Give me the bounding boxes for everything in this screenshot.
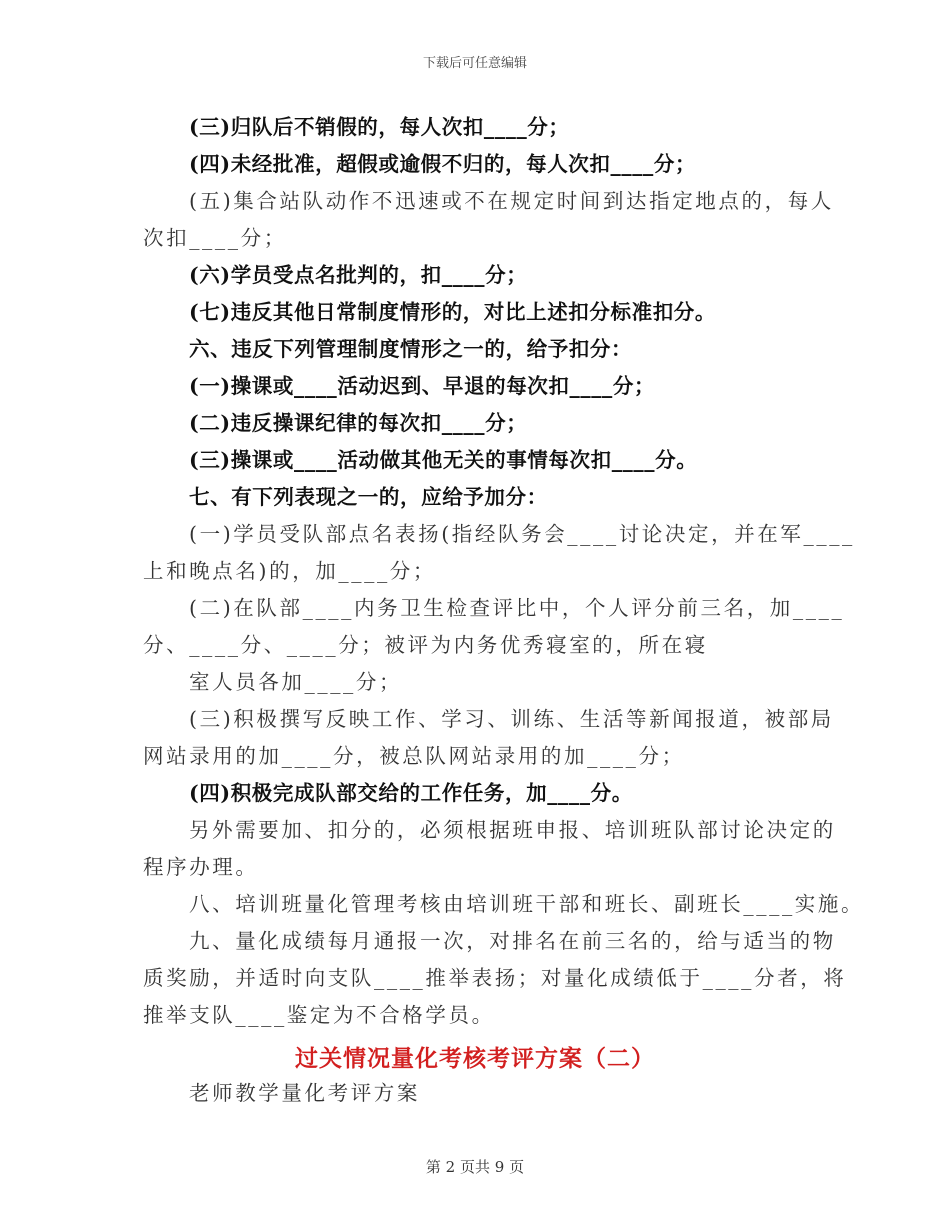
page-footer: 第 2 页共 9 页 xyxy=(425,1158,525,1176)
text-line: (三)操课或____活动做其他无关的事情每次扣____分。 xyxy=(189,448,698,472)
text-line: (三)归队后不销假的，每人次扣____分； xyxy=(189,115,570,139)
text-line: (四)积极完成队部交给的工作任务，加____分。 xyxy=(189,781,633,805)
text-line: (二)在队部____内务卫生检查评比中，个人评分前三名，加____ xyxy=(189,596,845,620)
text-line: 上和晚点名)的，加____分； xyxy=(143,559,436,583)
text-line: 分、____分、____分；被评为内务优秀寝室的，所在寝 xyxy=(143,633,708,657)
text-line: (二)违反操课纪律的每次扣____分； xyxy=(189,411,528,435)
text-line: 推举支队____鉴定为不合格学员。 xyxy=(143,1003,495,1027)
text-line: (四)未经批准，超假或逾假不归的，每人次扣____分； xyxy=(189,152,697,176)
text-line: 另外需要加、扣分的，必须根据班申报、培训班队部讨论决定的 xyxy=(189,818,836,842)
text-line: 次扣____分； xyxy=(143,226,287,250)
section-title: 过关情况量化考核考评方案（二） xyxy=(295,1045,655,1072)
text-line: (七)违反其他日常制度情形的，对比上述扣分标准扣分。 xyxy=(189,300,716,324)
text-line: 八、培训班量化管理考核由培训班干部和班长、副班长____实施。 xyxy=(189,892,865,916)
text-line: (六)学员受点名批判的，扣____分； xyxy=(189,263,528,287)
text-line: (五)集合站队动作不迅速或不在规定时间到达指定地点的，每人 xyxy=(189,189,834,213)
text-line: (一)操课或____活动迟到、早退的每次扣____分； xyxy=(189,374,656,398)
text-line: 六、违反下列管理制度情形之一的，给予扣分： xyxy=(189,337,633,361)
text-line: 七、有下列表现之一的，应给予加分： xyxy=(189,485,548,509)
text-line: (三)积极撰写反映工作、学习、训练、生活等新闻报道，被部局 xyxy=(189,707,834,731)
text-line: 九、量化成绩每月通报一次，对排名在前三名的，给与适当的物 xyxy=(189,929,836,953)
page-header-note: 下载后可任意编辑 xyxy=(422,56,527,71)
subtitle: 老师教学量化考评方案 xyxy=(189,1081,420,1105)
text-line: 室人员各加____分； xyxy=(189,670,403,694)
text-line: 程序办理。 xyxy=(143,855,259,879)
text-line: (一)学员受队部点名表扬(指经队务会____讨论决定，并在军____ xyxy=(189,522,855,546)
text-line: 网站录用的加____分，被总队网站录用的加____分； xyxy=(143,744,685,768)
text-line: 质奖励，并适时向支队____推举表扬；对量化成绩低于____分者，将 xyxy=(143,966,847,990)
